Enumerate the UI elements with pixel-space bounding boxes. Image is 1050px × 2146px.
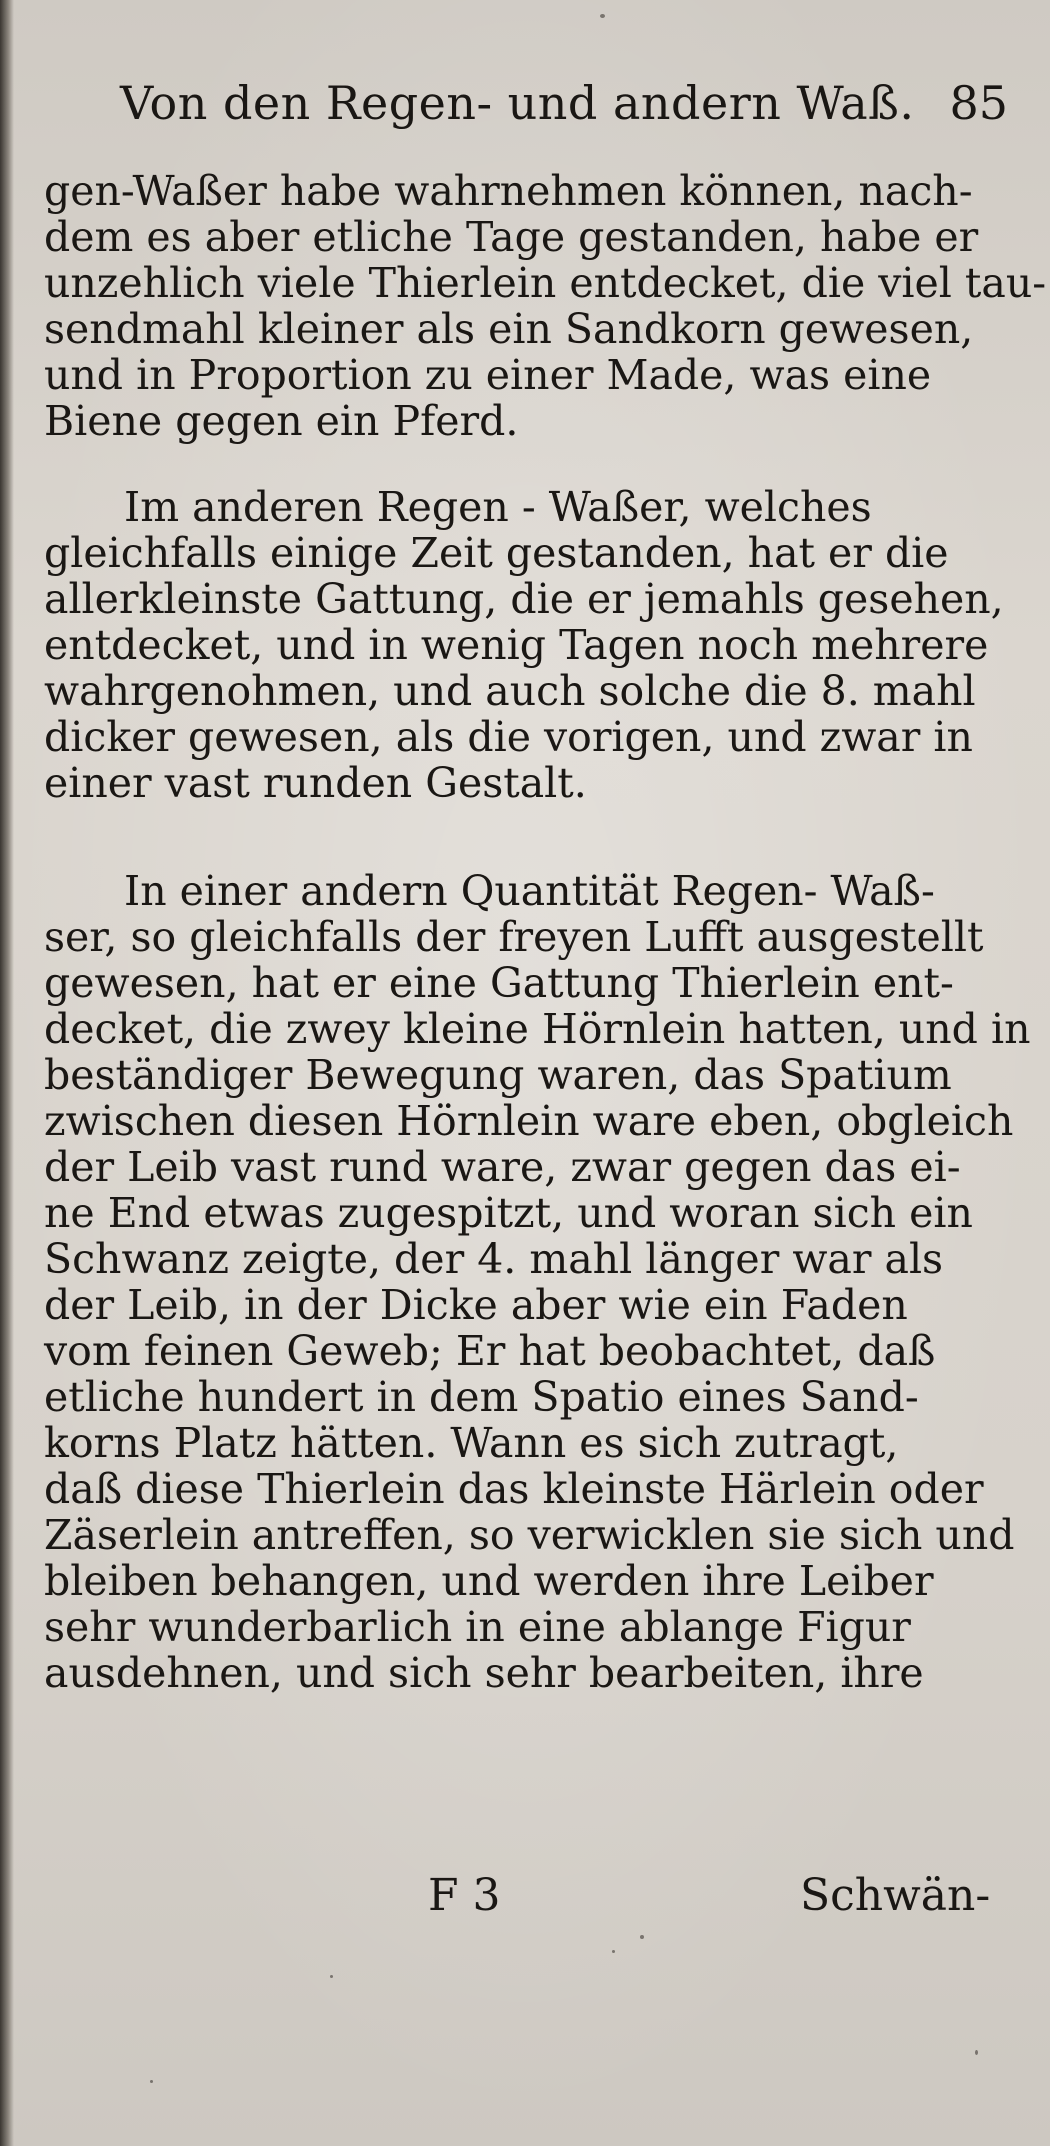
text-line: ne End etwas zugespitzt, und woran sich ein [44, 1189, 973, 1237]
paper-speck [975, 2050, 978, 2055]
paragraph-2 [44, 484, 1014, 806]
text-line: gen-Waßer habe wahrnehmen können, nach- [44, 167, 973, 215]
paper-speck [612, 1950, 615, 1953]
text-line: der Leib, in der Dicke aber wie ein Faden [44, 1281, 908, 1329]
text-line: gleichfalls einige Zeit gestanden, hat er die [44, 529, 949, 577]
text-line: dicker gewesen, als die vorigen, und zwar in [44, 713, 973, 761]
text-line: und in Proportion zu einer Made, was eine [44, 351, 932, 399]
text-line: zwischen diesen Hörnlein ware eben, obgleich [44, 1097, 1014, 1145]
text-line: bleiben behangen, und werden ihre Leiber [44, 1557, 934, 1605]
paper-speck [640, 1935, 644, 1939]
text-line: Biene gegen ein Pferd. [44, 397, 519, 445]
page-number: 85 [949, 76, 1008, 130]
text-line: sehr wunderbarlich in eine ablange Figur [44, 1603, 911, 1651]
text-line: vom feinen Geweb; Er hat beobachtet, daß [44, 1327, 936, 1375]
text-line: korns Platz hätten. Wann es sich zutragt, [44, 1419, 899, 1467]
paper-speck [150, 2080, 153, 2083]
page-footer [0, 1870, 1050, 1930]
paper-speck [330, 1975, 333, 1978]
text-line: Zäserlein antreffen, so verwicklen sie sich und [44, 1511, 1015, 1559]
text-line: beständiger Bewegung waren, das Spatium [44, 1051, 952, 1099]
page-header [108, 76, 1008, 146]
signature-mark: F 3 [428, 1870, 501, 1921]
text-line: gewesen, hat er eine Gattung Thierlein ent- [44, 959, 954, 1007]
text-line: einer vast runden Gestalt. [44, 759, 587, 807]
text-line: allerkleinste Gattung, die er jemahls gesehen, [44, 575, 1004, 623]
paragraph-3 [44, 867, 1031, 1697]
text-line: In einer andern Quantität Regen- Waß- [124, 867, 935, 915]
text-line: der Leib vast rund ware, zwar gegen das ei- [44, 1143, 961, 1191]
catchword: Schwän- [800, 1870, 991, 1921]
page-gutter [0, 0, 14, 2146]
paragraph-1 [44, 167, 1047, 445]
text-line: dem es aber etliche Tage gestanden, habe er [44, 213, 979, 261]
text-line: sendmahl kleiner als ein Sandkorn gewesen, [44, 305, 974, 353]
text-line: Im anderen Regen - Waßer, welches [124, 483, 872, 531]
text-line: wahrgenohmen, und auch solche die 8. mahl [44, 667, 976, 715]
text-line: decket, die zwey kleine Hörnlein hatten, und in [44, 1005, 1031, 1053]
text-line: etliche hundert in dem Spatio eines Sand- [44, 1373, 919, 1421]
text-line: daß diese Thierlein das kleinste Härlein oder [44, 1465, 984, 1513]
text-line: ausdehnen, und sich sehr bearbeiten, ihre [44, 1649, 924, 1697]
text-line: entdecket, und in wenig Tagen noch mehrere [44, 621, 989, 669]
running-head: Von den Regen- und andern Waß. [120, 76, 915, 130]
body-text [44, 167, 1047, 1697]
paper-speck [600, 14, 605, 18]
text-line: Schwanz zeigte, der 4. mahl länger war als [44, 1235, 944, 1283]
text-line: ser, so gleichfalls der freyen Lufft ausgestellt [44, 913, 984, 961]
text-line: unzehlich viele Thierlein entdecket, die viel tau- [44, 259, 1047, 307]
